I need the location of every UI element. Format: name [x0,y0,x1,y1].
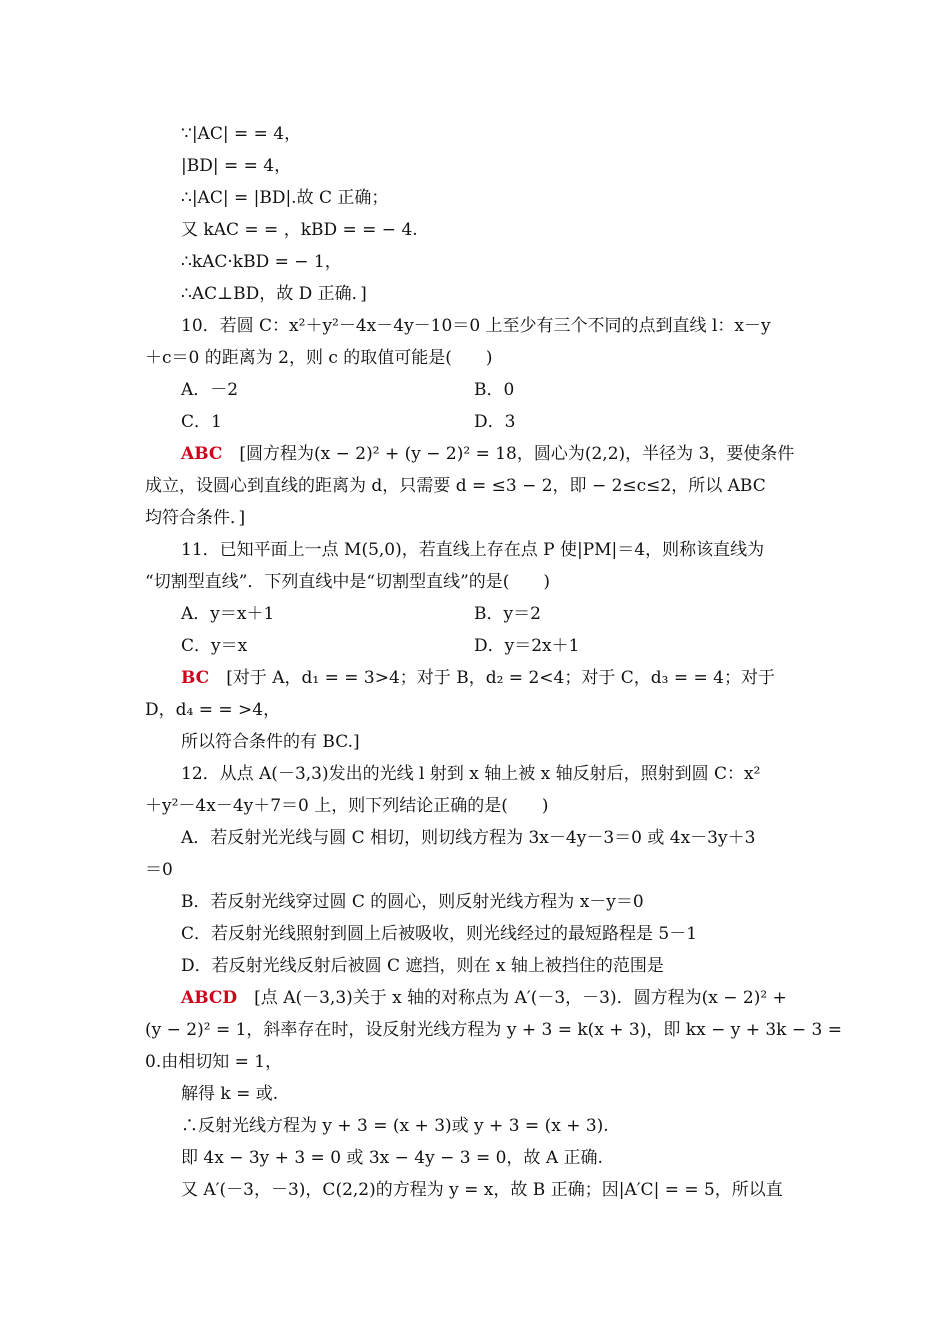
text-line: ∴|AC| = |BD|.故 C 正确； [181,188,389,208]
question-12-stem: 12．从点 A(－3,3)发出的光线 l 射到 x 轴上被 x 轴反射后，照射到圆 C：x² [181,764,761,784]
option-b: B．y＝2 [474,604,541,624]
option-a: A．若反射光光线与圆 C 相切，则切线方程为 3x－4y－3＝0 或 4x－3y＋3 [181,828,756,848]
option-d: D．若反射光线反射后被圆 C 遮挡，则在 x 轴上被挡住的范围是 [181,956,664,976]
option-c: C．若反射光线照射到圆上后被吸收，则光线经过的最短路程是 5－1 [181,924,698,944]
text-line: 解得 k = 或. [181,1084,279,1104]
option-a-cont: ＝0 [145,860,173,880]
answer-label: ABCD [181,988,238,1008]
text-line: 即 4x − 3y + 3 = 0 或 3x − 4y − 3 = 0，故 A 正确. [181,1148,603,1168]
answer-explanation: [点 A(－3,3)关于 x 轴的对称点为 A′(－3，－3)．圆方程为(x − 2)² + [237,988,787,1008]
question-11-stem-cont: “切割型直线”．下列直线中是“切割型直线”的是( ) [145,572,551,592]
option-b: B．0 [474,380,515,400]
question-10-stem-cont: ＋c＝0 的距离为 2，则 c 的取值可能是( ) [145,348,493,368]
text-line: 成立，设圆心到直线的距离为 d，只需要 d = ≤3 − 2，即 − 2≤c≤2，所以 ABC [145,476,766,496]
options-row [181,410,801,434]
options-row [181,602,801,626]
text-line: 又 kAC = = ，kBD = = − 4. [181,220,418,240]
text-line: ∴kAC·kBD = − 1， [181,252,342,272]
text-line: 0.由相切知 = 1， [145,1052,283,1072]
text-line: 均符合条件．] [145,508,246,528]
option-d: D．y＝2x＋1 [474,636,580,656]
answer-line [181,666,775,690]
option-a: A．y＝x＋1 [181,604,275,624]
options-row [181,634,801,658]
option-c: C．1 [181,412,222,432]
text-line: ∴AC⊥BD，故 D 正确．] [181,284,367,304]
question-10-stem: 10．若圆 C：x²＋y²－4x－4y－10＝0 上至少有三个不同的点到直线 l：x－y [181,316,771,336]
text-line: 所以符合条件的有 BC.] [181,732,360,752]
text-line: |BD| = = 4， [181,156,292,176]
answer-explanation: [圆方程为(x − 2)² + (y − 2)² = 18，圆心为(2,2)，半径为 3，要使条件 [222,444,795,464]
option-a: A．－2 [181,380,239,400]
answer-explanation: [对于 A，d₁ = = 3>4；对于 B，d₂ = 2<4；对于 C，d₃ = = 4；对于 [209,668,775,688]
question-11-stem: 11．已知平面上一点 M(5,0)，若直线上存在点 P 使|PM|＝4，则称该直线为 [181,540,765,560]
text-line: D，d₄ = = >4， [145,700,281,720]
answer-line [181,986,787,1010]
text-line: ∴反射光线方程为 y + 3 = (x + 3)或 y + 3 = (x + 3). [181,1116,609,1136]
answer-label: BC [181,668,210,688]
answer-label: ABC [181,444,223,464]
text-line: (y − 2)² = 1，斜率存在时，设反射光线方程为 y + 3 = k(x + 3)，即 kx − y + 3k − 3 = [145,1020,842,1040]
option-c: C．y＝x [181,636,248,656]
answer-line [181,442,794,466]
text-line: ∵|AC| = = 4， [181,124,302,144]
option-b: B．若反射光线穿过圆 C 的圆心，则反射光线方程为 x－y＝0 [181,892,644,912]
question-12-stem-cont: ＋y²－4x－4y＋7＝0 上，则下列结论正确的是( ) [145,796,549,816]
options-row [181,378,801,402]
text-line: 又 A′(－3，－3)，C(2,2)的方程为 y = x，故 B 正确；因|A′C| = = 5，所以直 [181,1180,783,1200]
option-d: D．3 [474,412,516,432]
